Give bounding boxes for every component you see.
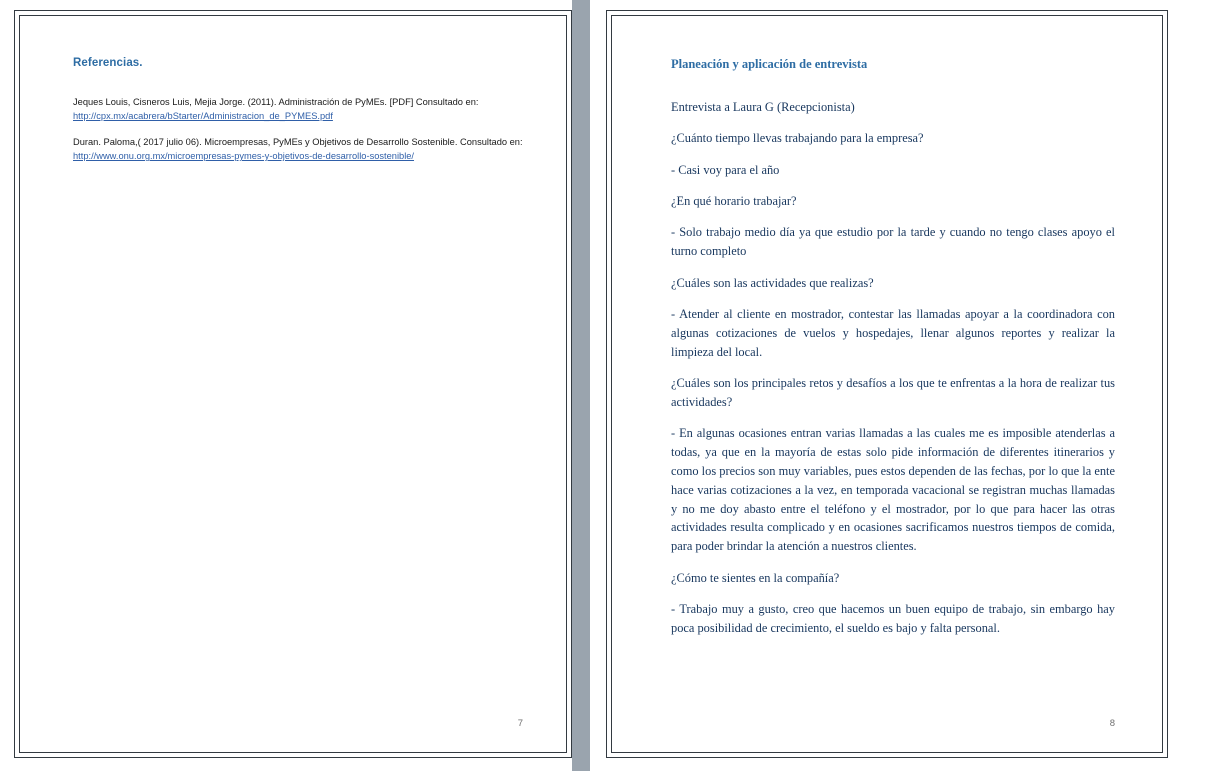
paragraph: ¿Cuánto tiempo llevas trabajando para la empresa? bbox=[671, 131, 924, 146]
page-7-content bbox=[73, 57, 525, 175]
page-number-right: 8 bbox=[1109, 718, 1115, 729]
page-wrapper-left bbox=[0, 0, 572, 758]
paragraph: - Atender al cliente en mostrador, contestar las llamadas apoyar a la coordinadora con algunas cotizaciones de vuelos y hospedajes, llenar algunos reportes y realizar la limpieza del local. bbox=[671, 306, 1115, 359]
reference-text-1: Jeques Louis, Cisneros Luis, Mejia Jorge. (2011). Administración de PyMEs. [PDF] Consultado en: bbox=[73, 97, 479, 107]
page-title: Planeación y aplicación de entrevista bbox=[671, 57, 868, 71]
page-number-left: 7 bbox=[517, 718, 523, 729]
paragraph: ¿En qué horario trabajar? bbox=[671, 194, 797, 209]
paragraph: - Trabajo muy a gusto, creo que hacemos un buen equipo de trabajo, sin embargo hay poca posibilidad de crecimiento, el sueldo es bajo y falta personal. bbox=[671, 601, 1115, 635]
page-wrapper-right bbox=[590, 0, 1168, 758]
reference-link-1[interactable]: http://cpx.mx/acabrera/bStarter/Administracion_de_PYMES.pdf bbox=[73, 111, 333, 122]
page-title: Referencias. bbox=[73, 57, 143, 69]
reference-entry-2 bbox=[73, 135, 525, 164]
paragraph: - Solo trabajo medio día ya que estudio por la tarde y cuando no tengo clases apoyo el turno completo bbox=[671, 225, 1115, 259]
reference-entry-1 bbox=[73, 95, 525, 124]
paragraph: ¿Cuáles son los principales retos y desafíos a los que te enfrentas a la hora de realizar tus actividades? bbox=[671, 375, 1115, 409]
paragraph: ¿Cómo te sientes en la compañía? bbox=[671, 570, 840, 585]
paragraph: - Casi voy para el año bbox=[671, 162, 780, 177]
reference-link-2[interactable]: http://www.onu.org.mx/microempresas-pymes-y-objetivos-de-desarrollo-sostenible/ bbox=[73, 151, 415, 162]
page-8-content bbox=[671, 57, 1115, 650]
paragraph: ¿Cuáles son las actividades que realizas? bbox=[671, 275, 874, 290]
document-page-8[interactable] bbox=[606, 10, 1168, 758]
paragraph: Entrevista a Laura G (Recepcionista) bbox=[671, 100, 855, 114]
paragraph: - En algunas ocasiones entran varias llamadas a las cuales me es imposible atenderlas a todas, ya que en la mayoría de estas solo pide información de diferentes itinerarios y como los precios son muy variables, pues estos dependen de las fechas, por lo que la ente hace varias cotizaciones a la vez, en temporada vacacional se registran muchas llamadas y no me doy abasto entre el teléfono y el mostrador, por lo que para hacer las otras actividades resulta complicado y en ocasiones sacrificamos nuestros tiempos de comida, para poder brindar la atención a nuestros clientes. bbox=[671, 426, 1115, 554]
reference-text-2: Duran. Paloma,( 2017 julio 06). Microempresas, PyMEs y Objetivos de Desarrollo Sostenible. Consultado en: bbox=[73, 136, 523, 147]
page-gutter bbox=[572, 0, 590, 771]
document-page-7[interactable] bbox=[14, 10, 572, 758]
